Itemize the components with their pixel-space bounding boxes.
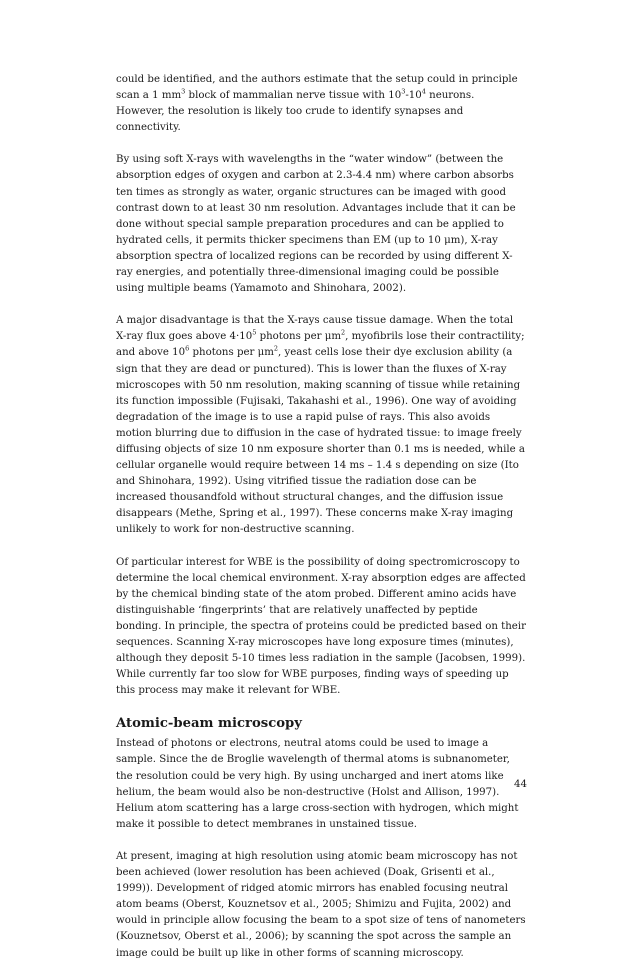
paragraph-2: By using soft X-rays with wavelengths in the “water window” (between the absorption edges of oxygen and carbon at 2.3-4.4 nm) where carbon absorbs ten times as strongly as water, organic structures can be imaged with good contrast down to at least 30 nm resolution. Advantages include that it can be done without special sample preparation procedures and can be applied to hydrated cells, it permits thicker specimens than EM (up to 10 μm), X-ray absorption spectra of localized regions can be recorded by using different X-ray energies, and potentially three-dimensional imaging could be possible using multiple beams (Yamamoto and Shinohara, 2002). xyxy=(116,154,516,295)
section-heading: Atomic-beam microscopy xyxy=(116,716,302,732)
paragraph-5: Instead of photons or electrons, neutral atoms could be used to image a sample. Since the de Broglie wavelength of thermal atoms is subnanometer, the resolution could be very high. By using uncharged and inert atoms like helium, the beam would also be non-destructive (Holst and Allison, 1997). Helium atom scattering has a large cross-section with hydrogen, which might make it possible to detect membranes in unstained tissue. xyxy=(116,738,519,830)
paragraph-1: could be identified, and the authors estimate that the setup could in principle scan a 1 $mm^3$ block of mammalian nerve tissue with $10^3-10^4$ neurons. However, the resolution is likely too crude to identify synapses and connectivity. xyxy=(116,74,518,134)
paragraph-4: Of particular interest for WBE is the possibility of doing spectromicroscopy to determine the local chemical environment. X-ray absorption edges are affected by the chemical binding state of the atom probed. Different amino acids have distinguishable ‘fingerprints’ that are relatively unaffected by peptide bonding. In principle, the spectra of proteins could be predicted based on their sequences. Scanning X-ray microscopes have long exposure times (minutes), although they deposit 5-10 times less radiation in the sample (Jacobsen, 1999). While currently far too slow for WBE purposes, finding ways of speeding up this process may make it relevant for WBE. xyxy=(116,556,526,697)
page-number: 44 xyxy=(514,779,527,790)
page-body xyxy=(116,72,526,978)
paragraph-3: A major disadvantage is that the X-rays cause tissue damage. When the total X-ray flux goes above $4\cdot 10^5$ photons per $\mu m^2$, myofibrils lose their contractility; and above $10^6$ photons per $\mu m^2$, yeast cells lose their dye exclusion ability (a sign that they are dead or punctured). This is lower than the fluxes of X-ray microscopes with 50 nm resolution, making scanning of tissue while retaining its function impossible (Fujisaki, Takahashi et al., 1996). One way of avoiding degradation of the image is to use a rapid pulse of rays. This also avoids motion blurring due to diffusion in the case of hydrated tissue: to image freely diffusing objects of size 10 nm exposure shorter than 0.1 ms is needed, while a cellular organelle would require between 14 ms – 1.4 s depending on size (Ito and Shinohara, 1992). Using vitrified tissue the radiation dose can be increased thousandfold without structural changes, and the diffusion issue disappears (Methe, Spring et al., 1997). These concerns make X-ray imaging unlikely to work for non-destructive scanning. xyxy=(116,315,525,536)
paragraph-6: At present, imaging at high resolution using atomic beam microscopy has not been achieved (lower resolution has been achieved (Doak, Grisenti et al., 1999)). Development of ridged atomic mirrors has enabled focusing neutral atom beams (Oberst, Kouznetsov et al., 2005; Shimizu and Fujita, 2002) and would in principle allow focusing the beam to a spot size of tens of nanometers (Kouznetsov, Oberst et al., 2006); by scanning the spot across the sample an image could be built up like in other forms of scanning microscopy. xyxy=(116,850,526,959)
